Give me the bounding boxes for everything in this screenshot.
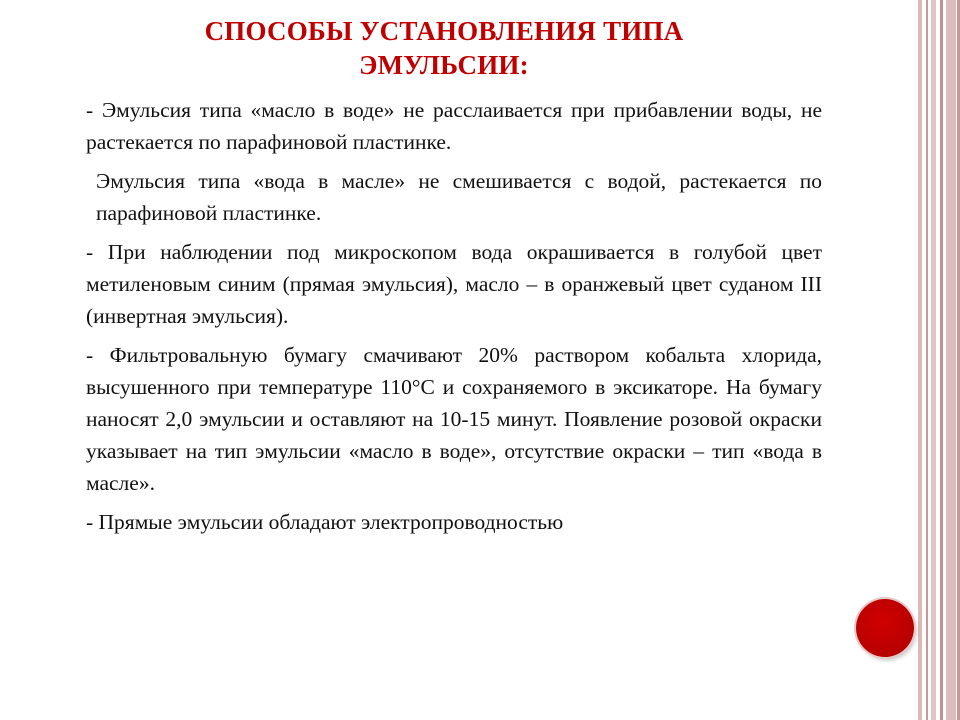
slide-body [86, 94, 822, 545]
red-circle-icon [856, 599, 914, 657]
decor-stripe [931, 0, 936, 720]
paragraph-oil-in-water: - Эмульсия типа «масло в воде» не расслаивается при прибавлении воды, не растекается по парафиновой пластинке. [86, 98, 822, 154]
decor-stripe [926, 0, 928, 720]
decor-stripe [940, 0, 943, 720]
decor-stripe [918, 0, 922, 720]
decor-stripe [946, 0, 956, 720]
slide-title [84, 14, 804, 82]
paragraph-conductivity: - Прямые эмульсии обладают электропроводностью [86, 510, 564, 534]
paragraph-water-in-oil: Эмульсия типа «вода в масле» не смешивается с водой, растекается по парафиновой пластинке. [96, 169, 822, 225]
title-line-1: СПОСОБЫ УСТАНОВЛЕНИЯ ТИПА [204, 16, 684, 46]
title-line-2: ЭМУЛЬСИИ: [359, 50, 529, 80]
paragraph-filter-paper: - Фильтровальную бумагу смачивают 20% раствором кобальта хлорида, высушенного при температуре 110°С и сохраняемого в эксикаторе. На бумагу наносят 2,0 эмульсии и оставляют на 10-15 минут. Появление розовой окраски указывает на тип эмульсии «масло в воде», отсутствие окраски – тип «вода в масле». [86, 343, 822, 495]
paragraph-microscope: - При наблюдении под микроскопом вода окрашивается в голубой цвет метиленовым синим (прямая эмульсия), масло – в оранжевый цвет суданом III (инвертная эмульсия). [86, 240, 822, 328]
